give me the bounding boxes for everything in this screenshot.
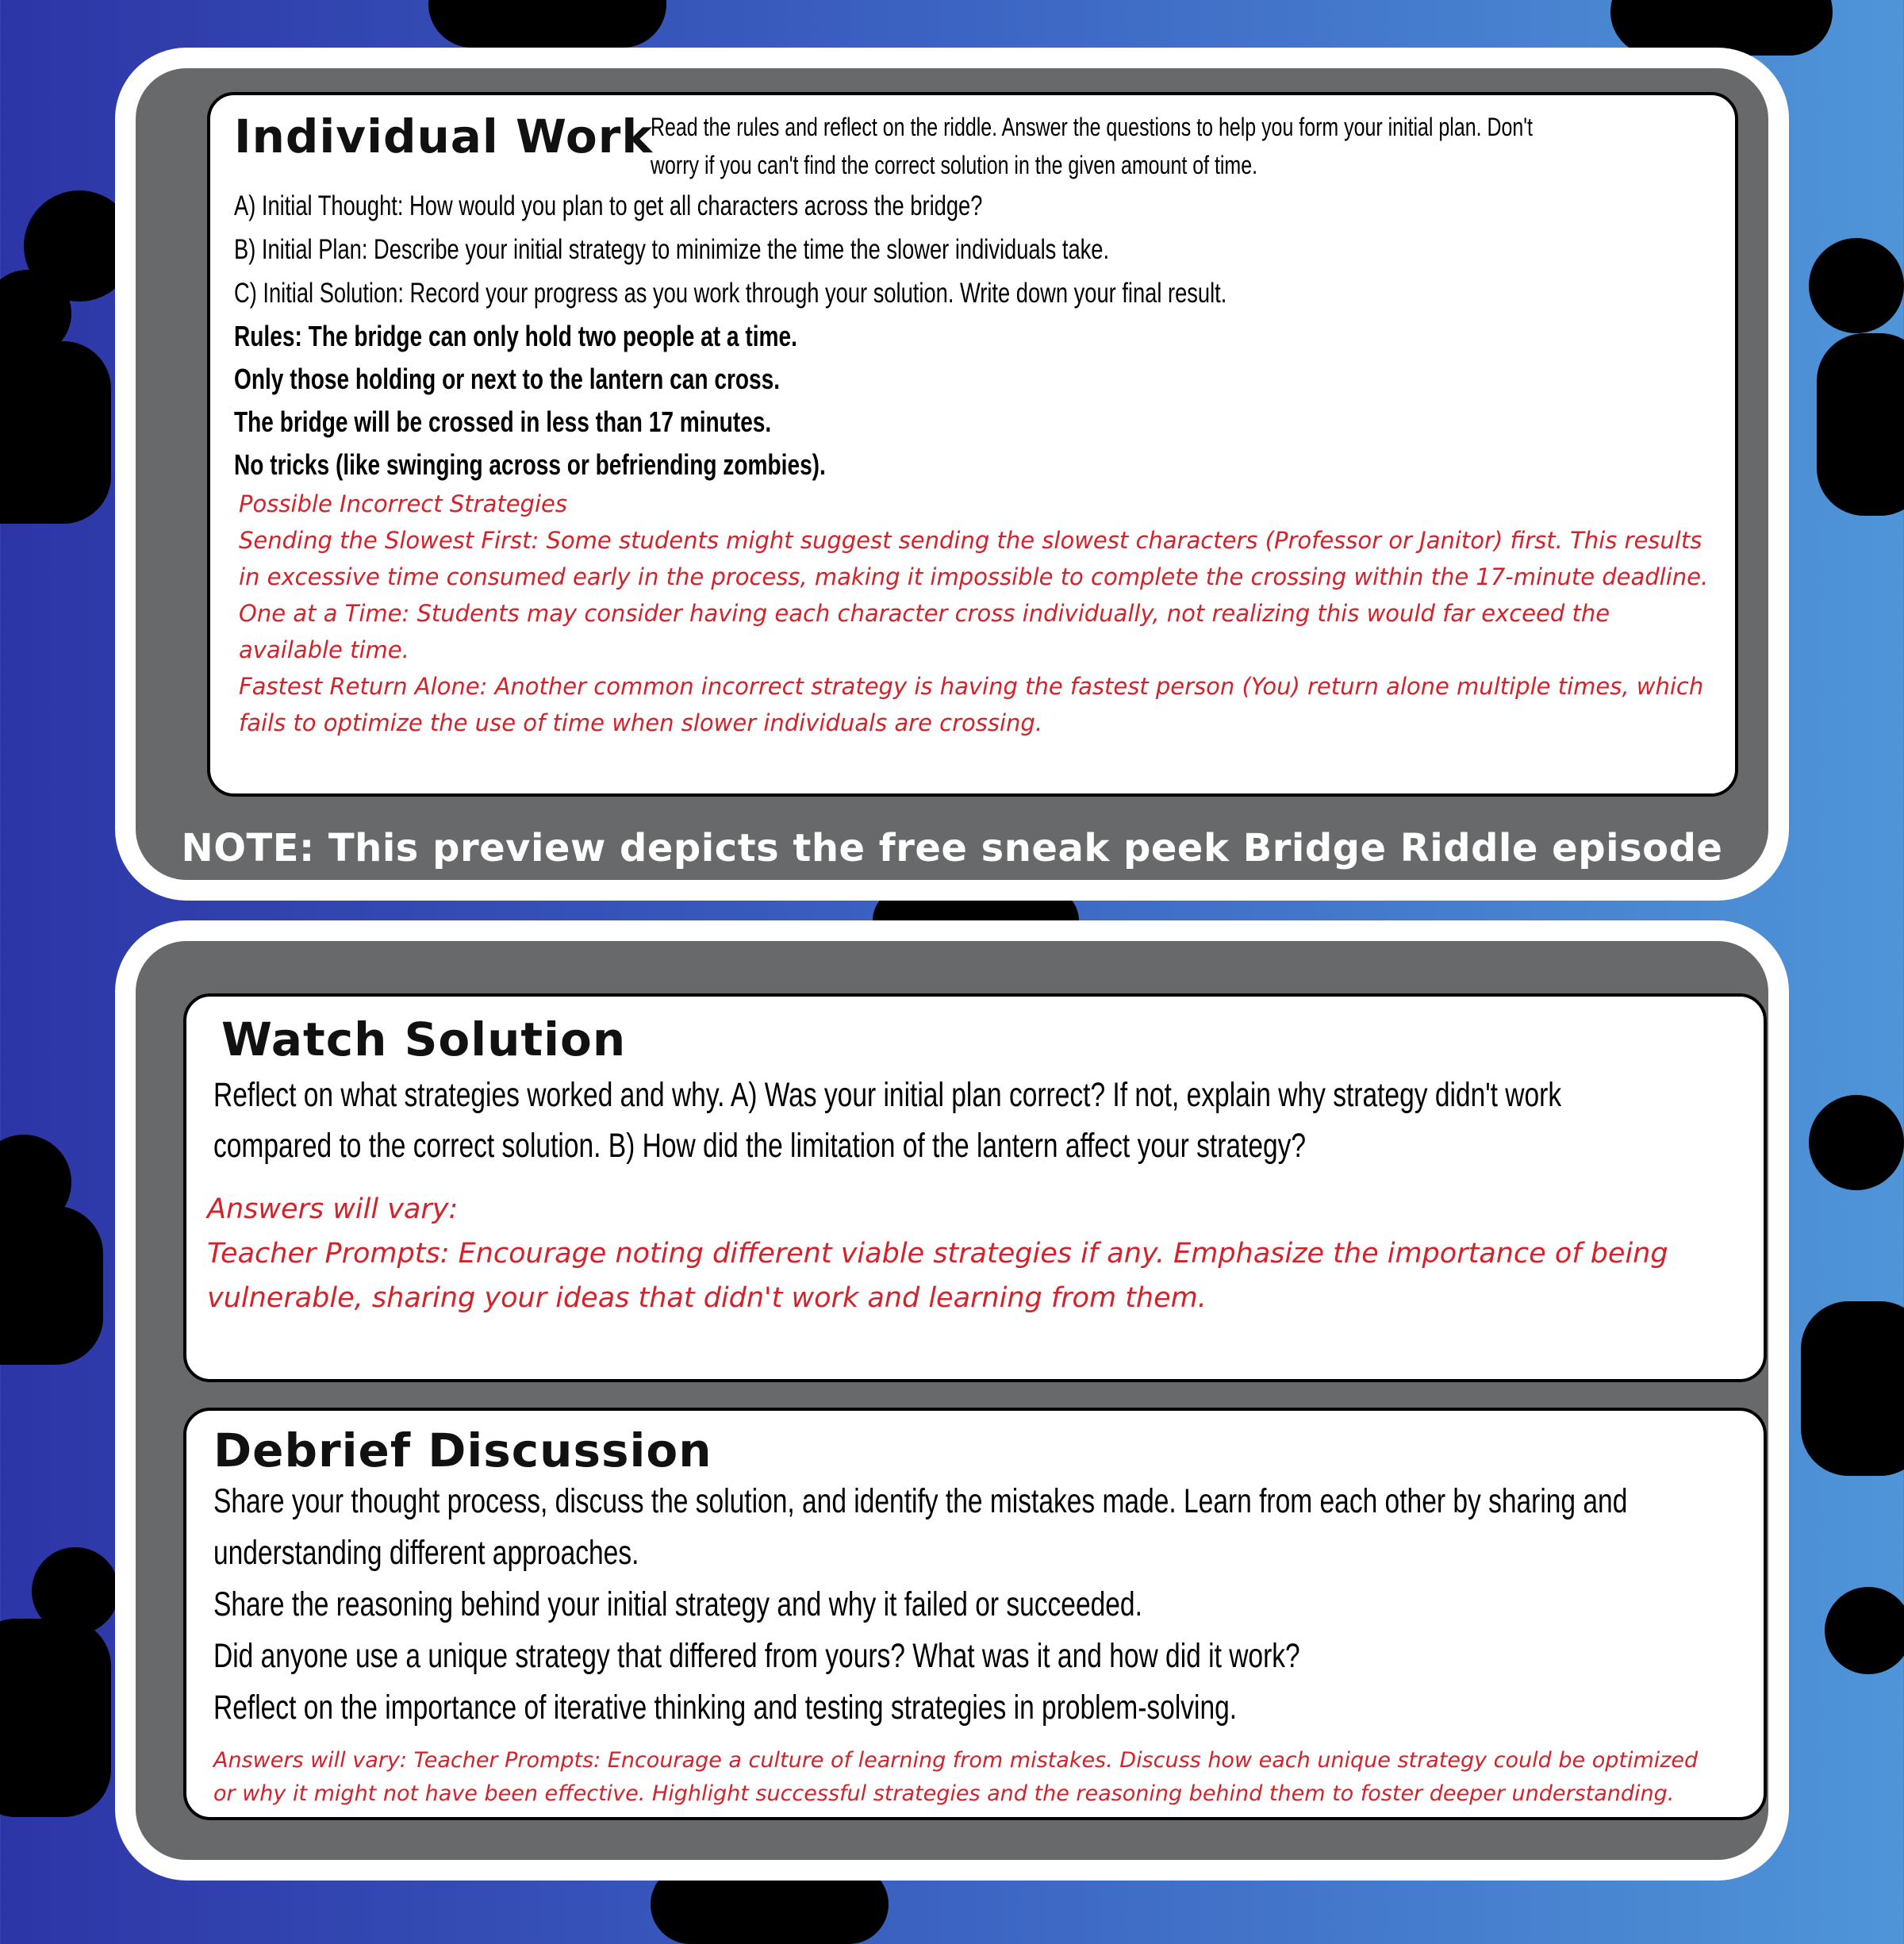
- rule-line: Rules: The bridge can only hold two people at a time.: [234, 320, 797, 352]
- discussion-panel: [115, 920, 1789, 1881]
- answer-line: fails to optimize the use of time when slower individuals are crossing.: [239, 709, 1043, 736]
- watch-solution-title: Watch Solution: [221, 1012, 627, 1066]
- answer-line: in excessive time consumed early in the process, making it impossible to complete the crossing within the 17-minute deadline.: [239, 563, 1709, 590]
- watch-answer-line: vulnerable, sharing your ideas that didn't work and learning from them.: [207, 1282, 1207, 1314]
- intro-line-1: Read the rules and reflect on the riddle. Answer the questions to help you form your initial plan. Don't: [651, 113, 1533, 141]
- logo-stamp: [0, 1619, 111, 1817]
- preview-note: NOTE: This preview depicts the free sneak peek Bridge Riddle episode: [181, 826, 1723, 870]
- question-c: C) Initial Solution: Record your progress as you work through your solution. Write down your final result.: [234, 278, 1227, 309]
- debrief-text-line: understanding different approaches.: [213, 1534, 639, 1572]
- debrief-text-line: Reflect on the importance of iterative thinking and testing strategies in problem-solving.: [213, 1689, 1238, 1727]
- question-a: A) Initial Thought: How would you plan to get all characters across the bridge?: [234, 190, 983, 221]
- film-reel-icon: [1809, 1095, 1904, 1190]
- logo-stamp: [1801, 1301, 1904, 1476]
- debrief-title: Debrief Discussion: [213, 1423, 712, 1477]
- logo-stamp: [0, 341, 111, 524]
- intro-line-2: worry if you can't find the correct solution in the given amount of time.: [651, 151, 1258, 179]
- watch-text-line: compared to the correct solution. B) How did the limitation of the lantern affect your strategy?: [213, 1127, 1307, 1165]
- rule-line: The bridge will be crossed in less than 17 minutes.: [234, 405, 772, 438]
- watch-answer-line: Answers will vary:: [207, 1193, 459, 1225]
- logo-stamp: [428, 0, 666, 48]
- film-reel-icon: [1809, 238, 1904, 333]
- watch-text-line: Reflect on what strategies worked and why. A) Was your initial plan correct? If not, explain why strategy didn't work: [213, 1076, 1562, 1114]
- watch-solution-card: [183, 993, 1767, 1382]
- debrief-text-line: Share your thought process, discuss the solution, and identify the mistakes made. Learn from each other by sharing and: [213, 1482, 1628, 1520]
- answer-line: Possible Incorrect Strategies: [239, 490, 567, 517]
- debrief-text-line: Did anyone use a unique strategy that differed from yours? What was it and how did it work?: [213, 1637, 1300, 1675]
- watch-answer-line: Teacher Prompts: Encourage noting different viable strategies if any. Emphasize the importance of being: [207, 1238, 1668, 1270]
- answer-line: available time.: [239, 636, 409, 663]
- logo-stamp: [1817, 333, 1904, 516]
- answer-line: Sending the Slowest First: Some students might suggest sending the slowest characters (Professor or Janitor) first. This results: [239, 527, 1702, 554]
- rule-line: No tricks (like swinging across or befriending zombies).: [234, 448, 826, 481]
- individual-work-card: [207, 92, 1738, 797]
- debrief-card: [183, 1408, 1767, 1820]
- debrief-answer-line: Answers will vary: Teacher Prompts: Encourage a culture of learning from mistakes. Discuss how each unique strategy could be optimized: [213, 1748, 1699, 1773]
- individual-work-title: Individual Work: [234, 109, 653, 163]
- answer-line: One at a Time: Students may consider having each character cross individually, not realizing this would far exceed the: [239, 600, 1610, 627]
- film-reel-icon: [1825, 1587, 1904, 1674]
- debrief-text-line: Share the reasoning behind your initial strategy and why it failed or succeeded.: [213, 1585, 1142, 1623]
- logo-stamp: [0, 1206, 103, 1365]
- answer-line: Fastest Return Alone: Another common incorrect strategy is having the fastest person (You) return alone multiple times, which: [239, 673, 1704, 700]
- debrief-answer-line: or why it might not have been effective. Highlight successful strategies and the reasoning behind them to foster deeper understanding.: [213, 1781, 1675, 1806]
- rule-line: Only those holding or next to the lantern can cross.: [234, 363, 781, 395]
- individual-work-panel: [115, 48, 1789, 901]
- question-b: B) Initial Plan: Describe your initial strategy to minimize the time the slower individuals take.: [234, 234, 1110, 265]
